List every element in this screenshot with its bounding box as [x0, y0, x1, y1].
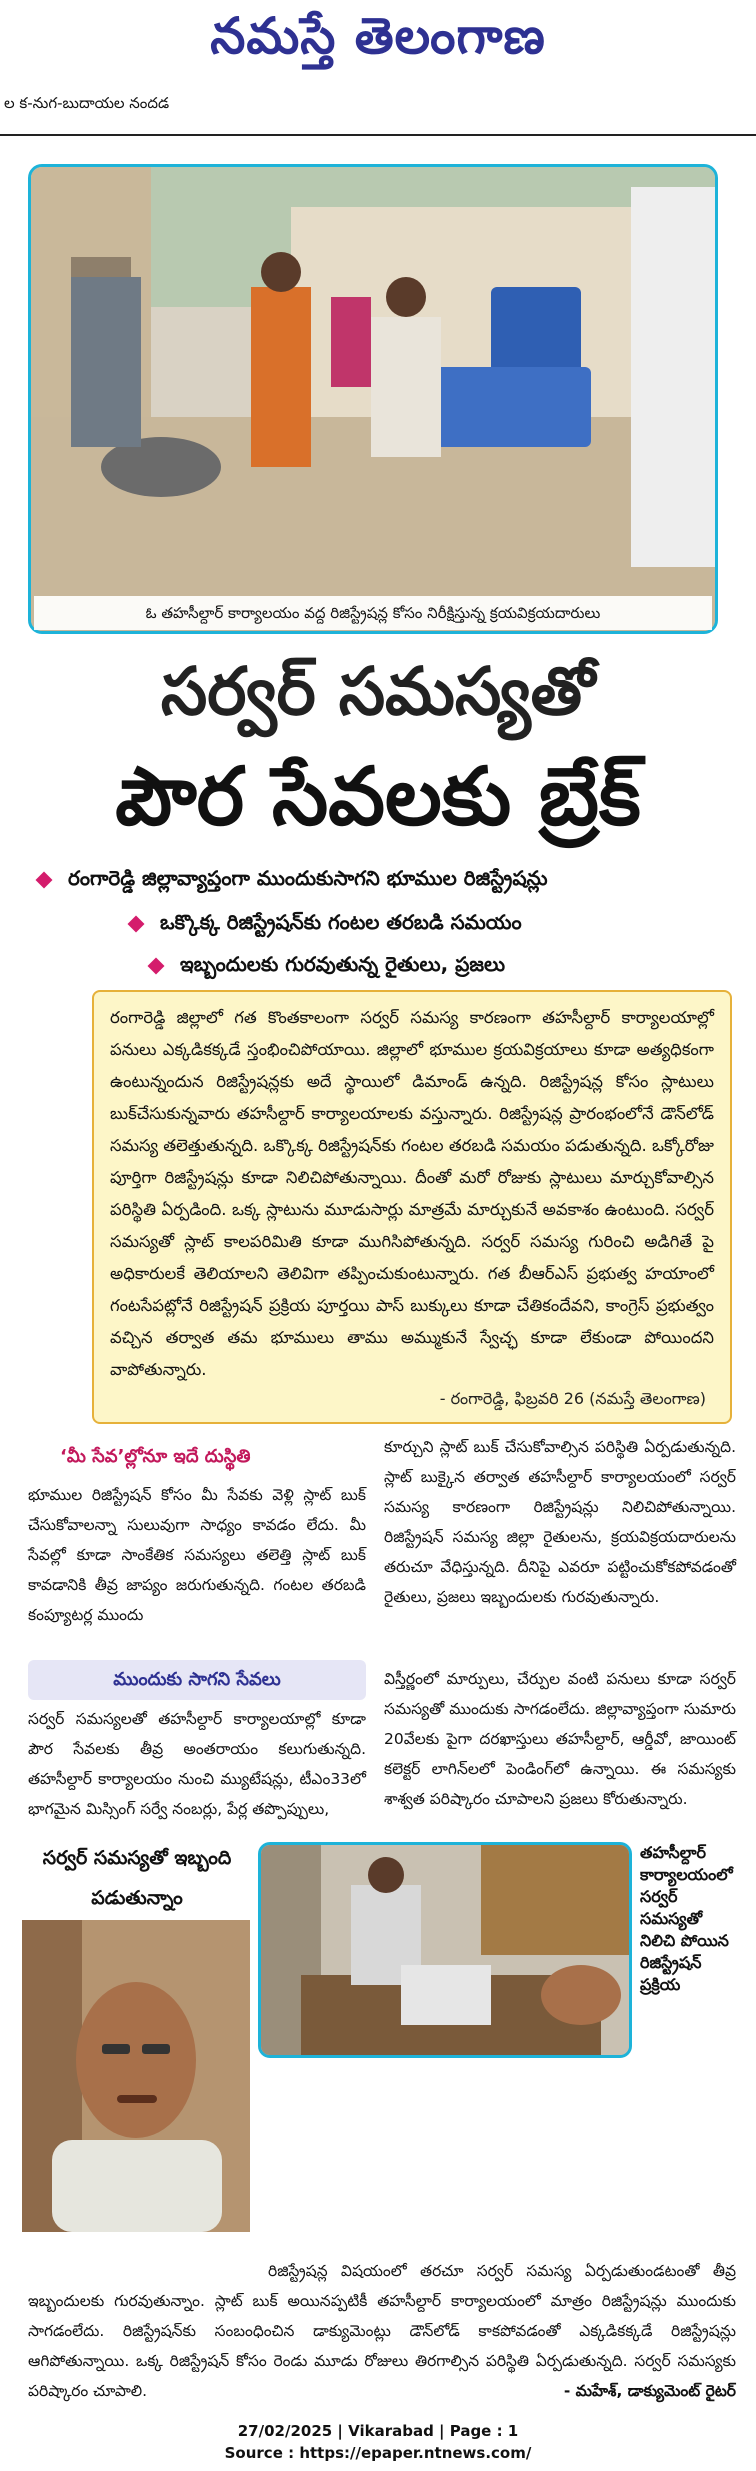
footer-source[interactable]: Source : https://epaper.ntnews.com/ — [224, 2444, 532, 2462]
diamond-bullet-icon — [128, 915, 145, 932]
top-rule — [0, 134, 756, 136]
subhead-1 — [38, 860, 738, 896]
lead-photo-illustration — [31, 167, 715, 631]
diamond-bullet-icon — [36, 871, 53, 888]
section2-text-left: సర్వర్ సమస్యలతో తహసీల్దార్ కార్యాలయాల్లో కూడా పౌర సేవలకు తీవ్ర అంతరాయం కలుగుతున్నది. తహసీల్దార్ కార్యాలయం నుంచి మ్యుటేషన్లు, టీఎం33లో భాగమైన మిస్సింగ్ సర్వే నంబర్లు, పేర్ల తప్పొప్పులు, — [28, 1710, 366, 1818]
section1-text-left: భూముల రిజిస్ట్రేషన్ కోసం మీ సేవకు వెళ్లి స్లాట్ బుక్ చేసుకోవాలన్నా సులువుగా సాధ్యం కావడం లేదు. మీ సేవల్లో కూడా సాంకేతిక సమస్యలు తలెత్తి స్లాట్ బుక్ కావడానికి తీవ్ర జాప్యం జరుగుతున్నది. గంటల తరబడి కంప్యూటర్ల ముందు — [28, 1486, 366, 1624]
portrait-photo — [22, 1920, 250, 2232]
dateline: ల క-నుగ-బుదాయల నందడ — [4, 94, 170, 112]
subhead-1-text: రంగారెడ్డి జిల్లావ్యాప్తంగా ముందుకుసాగని భూముల రిజిస్ట్రేషన్లు — [68, 866, 548, 890]
section1-heading: ‘మీ సేవ’ల్లోనూ ఇదే దుస్థితి — [60, 1446, 251, 1467]
footer-date-page: 27/02/2025 | Vikarabad | Page : 1 — [237, 2422, 519, 2440]
section2-heading: ముందుకు సాగని సేవలు — [28, 1660, 366, 1700]
section1-text-right: కూర్చుని స్లాట్ బుక్ చేసుకోవాల్సిన పరిస్థితి ఏర్పడుతున్నది. స్లాట్ బుక్కైన తర్వాత తహసీల్దార్ కార్యాలయంలో సర్వర్ సమస్య కారణంగా రిజిస్ట్రేషన్లు నిలిచిపోతున్నాయి. రిజిస్ట్రేషన్ సమస్య జిల్లా రైతులను, క్రయవిక్రయదారులను తరుచూ వేధిస్తున్నది. దీనిపై ఎవరూ పట్టించుకోకపోవడంతో రైతులు, ప్రజలు ఇబ్బందులకు గురవుతున్నారు. — [384, 1438, 736, 1606]
quote-text-body: రిజిస్ట్రేషన్ల విషయంలో తరచూ సర్వర్ సమస్య ఏర్పడుతుండటంతో తీవ్ర ఇబ్బందులకు గురవుతున్నాం. స్లాట్ బుక్ అయినప్పటికీ తహసీల్దార్ కార్యాలయంలో మాత్రం రిజిస్ట్రేషన్లు ముందుకు సాగడంలేదు. రిజిస్ట్రేషన్‌కు సంబంధించిన డాక్యుమెంట్లు డౌన్‌లోడ్ కాకపోవడంతో ఎక్కడికక్కడే రిజిస్ట్రేషన్లు ఆగిపోతున్నాయి. ఒక్క రిజిస్ట్రేషన్ కోసం రెండు మూడు రోజులు తిరగాల్సిన పరిస్థితి ఏర్పడుతున్నది. సర్వర్ సమస్యకు పరిష్కారం చూపాలి. — [28, 2262, 736, 2400]
lead-box — [92, 990, 732, 1424]
masthead-title: నమస్తే తెలంగాణ — [210, 6, 546, 65]
office-photo-caption: తహసీల్దార్ కార్యాలయంలో సర్వర్ సమస్యతో నిలిచి పోయిన రిజిస్ట్రేషన్ ప్రక్రియ — [640, 1843, 733, 1994]
portrait-illustration — [22, 1920, 250, 2232]
lead-photo-caption: ఓ తహసీల్దార్ కార్యాలయం వద్ద రిజిస్ట్రేషన్ల కోసం నిరీక్షిస్తున్న క్రయవిక్రయదారులు — [34, 596, 712, 630]
quote-title: సర్వర్ సమస్యతో ఇబ్బంది పడుతున్నాం — [42, 1847, 232, 1909]
subhead-3-text: ఇబ్బందులకు గురవుతున్న రైతులు, ప్రజలు — [180, 952, 506, 976]
office-photo-illustration — [261, 1845, 629, 2055]
lead-photo — [28, 164, 718, 634]
quote-text — [28, 2256, 736, 2400]
diamond-bullet-icon — [148, 957, 165, 974]
subhead-2 — [130, 904, 736, 940]
subhead-3 — [150, 946, 736, 982]
section2-text-right: విస్తీర్ణంలో మార్పులు, చేర్పుల వంటి పనులు కూడా సర్వర్ సమస్యతో ముందుకు సాగడంలేదు. జిల్లావ్యాప్తంగా సుమారు 20వేలకు పైగా దరఖాస్తులు తహసీల్దార్, ఆర్డీవో, జాయింట్ కలెక్టర్ లాగిన్‌లలో పెండింగ్‌లో ఉన్నాయి. ఈ సమస్యకు శాశ్వత పరిష్కారం చూపాలని ప్రజలు కోరుతున్నారు. — [384, 1670, 736, 1808]
lead-text: రంగారెడ్డి జిల్లాలో గత కొంతకాలంగా సర్వర్ సమస్య కారణంగా తహసీల్దార్ కార్యాలయాల్లో పనులు ఎక్కడికక్కడే స్తంభించిపోయాయి. జిల్లాలో భూముల క్రయవిక్రయాలు కూడా అత్యధికంగా ఉంటున్నందున రిజిస్ట్రేషన్లకు అదే స్థాయిలో డిమాండ్ ఉన్నది. రిజిస్ట్రేషన్ల కోసం స్లాటులు బుక్‌చేసుకున్నవారు తహసీల్దార్ కార్యాలయాలకు వస్తున్నారు. రిజిస్ట్రేషన్ల ప్రారంభంలోనే డౌన్‌లోడ్ సమస్య తలెత్తుతున్నది. ఒక్కొక్క రిజిస్ట్రేషన్‌కు గంటల తరబడి సమయం పడుతున్నది. ఒక్కోరోజు పూర్తిగా రిజిస్ట్రేషన్లు కూడా నిలిచిపోతున్నాయి. దీంతో మరో రోజుకు స్లాటులు మార్చుకోవాల్సిన పరిస్థితి ఏర్పడింది. ఒక్క స్లాటును మూడుసార్లు మాత్రమే మార్చుకునే అవకాశం ఉంటుంది. సర్వర్ సమస్యతో స్లాట్ కాలపరిమితి కూడా ముగిసిపోతున్నది. సర్వర్ సమస్య గురించి అడిగితే పై అధికారులకే తెలియాలని తెలివిగా తప్పించుకుంటున్నారు. గత బీఆర్‌ఎస్ ప్రభుత్వ హయాంలో గంటసేపట్లోనే రిజిస్ట్రేషన్ ప్రక్రియ పూర్తయి పాస్ బుక్కులు కూడా చేతికందేవని, కాంగ్రెస్ ప్రభుత్వం వచ్చిన తర్వాత తమ భూములు తాము అమ్ముకునే స్వేచ్ఛ కూడా లేకుండా పోయిందని వాపోతున్నారు. — [110, 1008, 714, 1379]
quote-credit: - మహేశ్, డాక్యుమెంట్ రైటర్ — [563, 2382, 736, 2400]
footer — [0, 2420, 756, 2470]
headline-line1: సర్వర్ సమస్యతో — [160, 653, 596, 730]
headline-line2: పౌర సేవలకు బ్రేక్ — [115, 750, 641, 843]
office-photo — [258, 1842, 632, 2058]
lead-credit: - రంగారెడ్డి, ఫిబ్రవరి 26 (నమస్తే తెలంగాణ) — [439, 1389, 706, 1408]
subhead-2-text: ఒక్కొక్క రిజిస్ట్రేషన్‌కు గంటల తరబడి సమయం — [160, 910, 522, 934]
